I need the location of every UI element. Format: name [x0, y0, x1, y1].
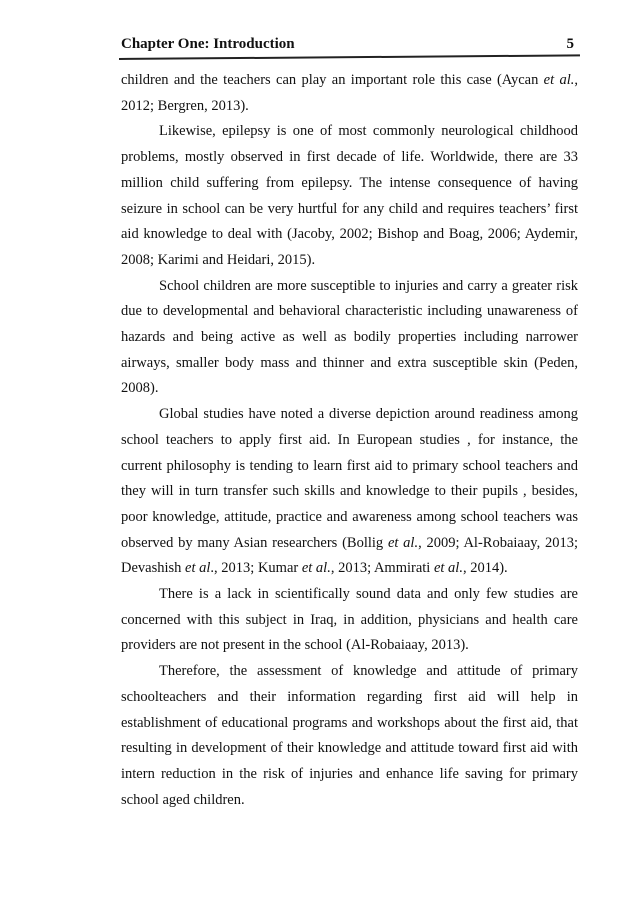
italic-run: et al.	[387, 534, 419, 551]
text-run: , 2013; Ammirati	[330, 560, 434, 577]
page-number: 5	[566, 36, 574, 52]
italic-run: et al	[185, 560, 211, 577]
text-run: Therefore, the assessment of knowledge and attitude of primary schoolteachers and their information regarding first aid will help in establishment of educational programs and workshops about the first aid, that resulting in development of their knowledge and attitude toward first aid with intern reduction in the risk of injuries and enhance life saving for primary school aged children.	[121, 663, 578, 808]
text-run: Global studies have noted a diverse depiction around readiness among school teachers to apply first aid. In European studies , for instance, the current philosophy is tending to learn first aid to primary school teachers and they will in turn transfer such skills and knowledge to their pupils , besides, poor knowledge, attitude, practice and awareness among school teachers was observed by many Asian researchers (Bollig	[121, 406, 578, 551]
paragraph	[121, 68, 578, 119]
text-run: , 2012; Bergren, 2013).	[121, 72, 578, 114]
text-run: School children are more susceptible to injuries and carry a greater risk due to developmental and behavioral characteristic including unawareness of hazards and being active as well as bodily properties including narrower airways, smaller body mass and thinner and extra susceptible skin (Peden, 2008).	[121, 277, 578, 397]
italic-run: et al.	[301, 560, 331, 577]
paragraph	[121, 274, 578, 403]
italic-run: et al.	[543, 72, 575, 88]
italic-run: et al.	[433, 560, 463, 577]
text-run: children and the teachers can play an important role this case (Aycan	[121, 72, 544, 88]
paragraph	[121, 402, 578, 582]
paragraph	[121, 582, 578, 659]
chapter-title: Chapter One: Introduction	[121, 36, 295, 52]
text-run: There is a lack in scientifically sound data and only few studies are concerned with this subject in Iraq, in addition, physicians and health care providers are not present in the school (Al-Robaiaay, 2013).	[121, 586, 578, 654]
text-run: , 2014).	[462, 560, 508, 577]
paragraph	[121, 119, 578, 273]
text-run: Likewise, epilepsy is one of most commonly neurological childhood problems, mostly observed in first decade of life. Worldwide, there are 33 million child suffering from epilepsy. The intense consequence of having seizure in school can be very hurtful for any child and requires teachers’ first aid knowledge to deal with (Jacoby, 2002; Bishop and Boag, 2006; Aydemir, 2008; Karimi and Heidari, 2015).	[121, 123, 578, 268]
text-run: ., 2013; Kumar	[210, 560, 302, 577]
text-run: , 2009; Al-Robaiaay, 2013; Devashish	[121, 534, 579, 577]
paragraph	[121, 659, 578, 813]
body-text	[121, 68, 578, 813]
